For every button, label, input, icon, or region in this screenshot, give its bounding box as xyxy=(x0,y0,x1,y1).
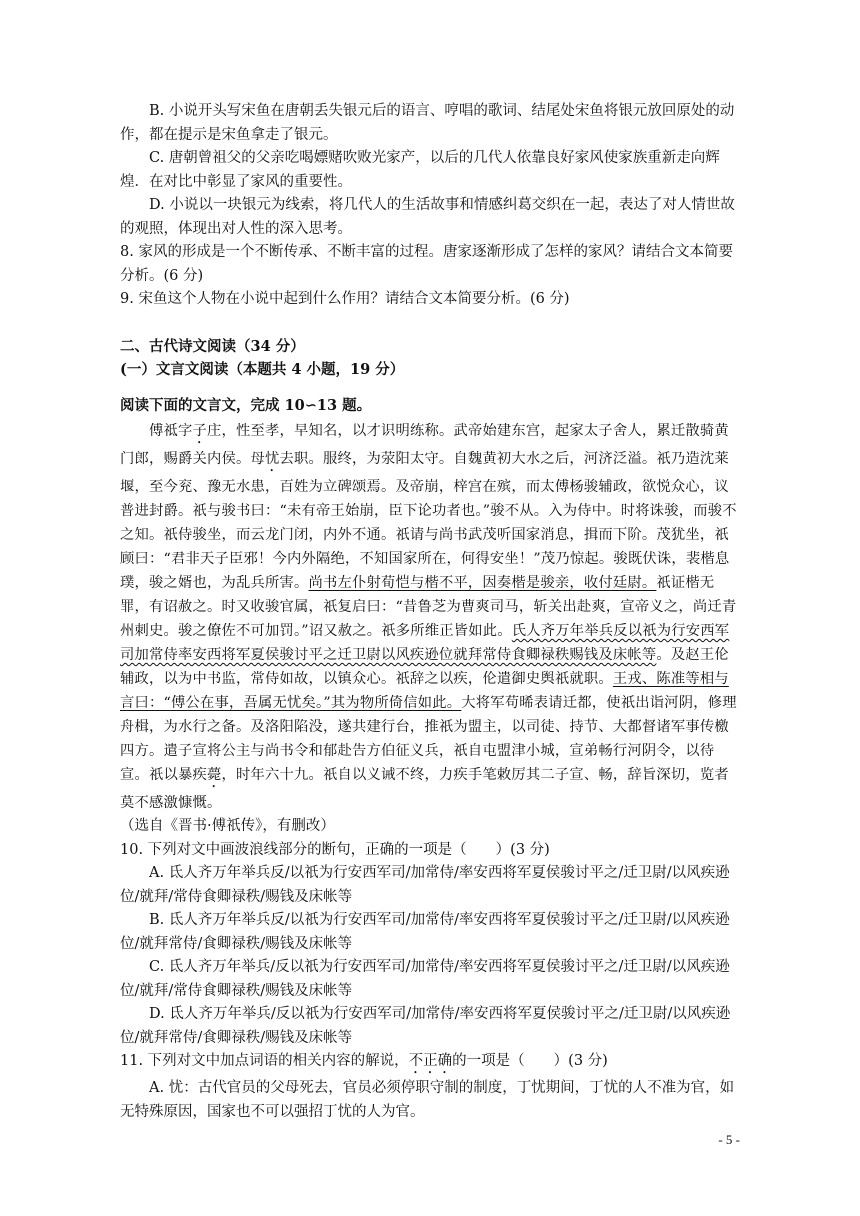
question-8: 8. 家风的形成是一个不断传承、不断丰富的过程。唐家逐渐形成了怎样的家风？请结合文本简要分析。(6 分) xyxy=(120,244,733,284)
underlined-sentence-1: 尚书左仆射荀恺与楷不平，因奏楷是骏亲，收付廷尉。 xyxy=(308,575,657,591)
q7-option-d: D. 小说以一块银元为线索，将几代人的生活故事和情感纠葛交织在一起，表达了对人情世故的观照，体现出对人性的深入思考。 xyxy=(120,197,735,237)
underlined-sentence-2: 王戎、陈准等相与言曰：“傅公在事，吾属无忧矣。”其为物所倚信如此。 xyxy=(120,671,729,711)
passage-text: ，时年六十九。祇自以义诫不终，力疾手笔敕厉其二子宣、畅，辞旨深切，览者莫不感激慷慨。 xyxy=(120,767,729,811)
instruction: 阅读下面的文言文，完成 10∽13 题。 xyxy=(120,396,372,414)
wavy-underlined-sentence: 氏人齐万年举兵反以祇为行安西军司加常侍率安西将军夏侯骏讨平之迁卫尉以风疾逊位就拜常侍食卿禄秩赐钱及床帐等 xyxy=(120,623,730,663)
passage-text: 祇证楷无罪，有诏赦之。时又收骏官属，祇复启曰：“昔鲁芝为曹爽司马，斩关出赴爽，宣帝义之，尚迁青州刺史。骏之僚佐不可加罚。”诏又赦之。祇多所维正皆如此。 xyxy=(120,575,737,639)
passage-source: （选自《晋书·傅祇传》，有删改） xyxy=(120,818,335,834)
passage-text: 。及赵王伦辅政，以为中书监，常侍如故，以镇众心。祇辞之以疾，伦遣御史舆祇就职。 xyxy=(120,647,729,687)
question-11-stem xyxy=(120,1050,740,1077)
q11-stem-text: 的一项是（ ）(3 分) xyxy=(452,1053,608,1069)
subsection-title: (一）文言文阅读（本题共 4 小题，19 分） xyxy=(120,361,405,378)
question-10-stem: 10. 下列对文中画波浪线部分的断句，正确的一项是（ ）(3 分) xyxy=(120,841,550,858)
passage-text: 去职。服终，为荥阳太守。自魏黄初大水之后，河济泛溢。祇乃造沈莱堰，至今兖、豫无水患，百姓为立碑颂焉。及帝崩，梓宫在殡，而太傅杨骏辅政，欲悦众心，议普进封爵。祇与骏书曰：“未有帝王始崩，臣下论功者也。”骏不从。入为侍中。时将诛骏，而骏不之知。祇侍骏坐，而云龙门闭，内外不通。祇请与尚书武茂听国家消息，揖而下阶。茂犹坐，祇顾曰：“君非天子臣邪！今内外隔绝，不知国家所在，何得安坐！”茂乃惊起。骏既伏诛，裴楷息璞，骏之婿也，为乱兵所害。 xyxy=(120,451,737,591)
passage-text: 傅祗字 xyxy=(149,423,193,439)
q11-emphasis: 不正确 xyxy=(408,1053,453,1069)
passage-text: 大将军苟晞表请迁都，使祇出诣河阴，修理舟楫，为水行之备。及洛阳陷没，遂共建行台，推祇为盟主，以司徒、持节、大都督诸军事传檄四方。遣子宣将公主与尚书令和郁赴告方伯征义兵，祇自屯盟津小城，宣弟畅行河阴令，以待宣。祇以暴疾 xyxy=(120,695,737,783)
q10-option-d: D. 氐人齐万年举兵/反以祇为行安西军司/加常侍/率安西将军夏侯骏讨平之/迁卫尉/以风疾逊位/就拜常侍/食卿禄秩/赐钱及床帐等 xyxy=(120,1006,731,1046)
dotted-word-zi: 子 xyxy=(192,423,207,439)
dotted-word-hong: 薨 xyxy=(206,767,222,783)
page-content xyxy=(120,100,740,1124)
passage-text: 庄，性至孝，早知名，以才识明练称。武帝始建东宫，起家太子舍人，累迁散骑黄门郎，赐爵关内侯。母 xyxy=(120,423,729,467)
q10-option-a: A. 氐人齐万年举兵反/以祇为行安西军司/加常侍/率安西将军夏侯骏讨平之/迁卫尉/以风疾逊位/就拜/常侍食卿禄秩/赐钱及床帐等 xyxy=(120,865,730,905)
q10-option-c: C. 氐人齐万年举兵/反以祇为行安西军司/加常侍/率安西将军夏侯骏讨平之/迁卫尉/以风疾逊位/就拜/常侍食卿禄秩/赐钱及床帐等 xyxy=(120,959,730,999)
q10-option-b: B. 氐人齐万年举兵反/以祇为行安西军司/加常侍/率安西将军夏侯骏讨平之/迁卫尉/以风疾逊位/就拜常侍/食卿禄秩/赐钱及床帐等 xyxy=(120,912,730,952)
question-9: 9. 宋鱼这个人物在小说中起到什么作用？请结合文本简要分析。(6 分) xyxy=(120,291,570,307)
page-number: - 5 - xyxy=(718,1132,740,1147)
q11-stem-text: 11. 下列对文中加点词语的相关内容的解说， xyxy=(120,1053,409,1069)
q11-option-a: A. 忧：古代官员的父母死去，官员必须停职守制的制度，丁忧期间，丁忧的人不准为官，如无特殊原因，国家也不可以强招丁忧的人为官。 xyxy=(120,1080,735,1120)
dotted-word-you: 忧 xyxy=(264,451,280,467)
q7-option-b: B. 小说开头写宋鱼在唐朝丢失银元后的语言、哼唱的歌词、结尾处宋鱼将银元放回原处的动作，都在提示是宋鱼拿走了银元。 xyxy=(120,103,735,143)
section-title: 二、古代诗文阅读（34 分） xyxy=(120,337,305,355)
classical-passage xyxy=(120,419,740,815)
q7-option-c: C. 唐朝曾祖父的父亲吃喝嫖赌吹败光家产，以后的几代人依靠良好家风使家族重新走向辉煌．在对比中彰显了家风的重要性。 xyxy=(120,150,720,190)
